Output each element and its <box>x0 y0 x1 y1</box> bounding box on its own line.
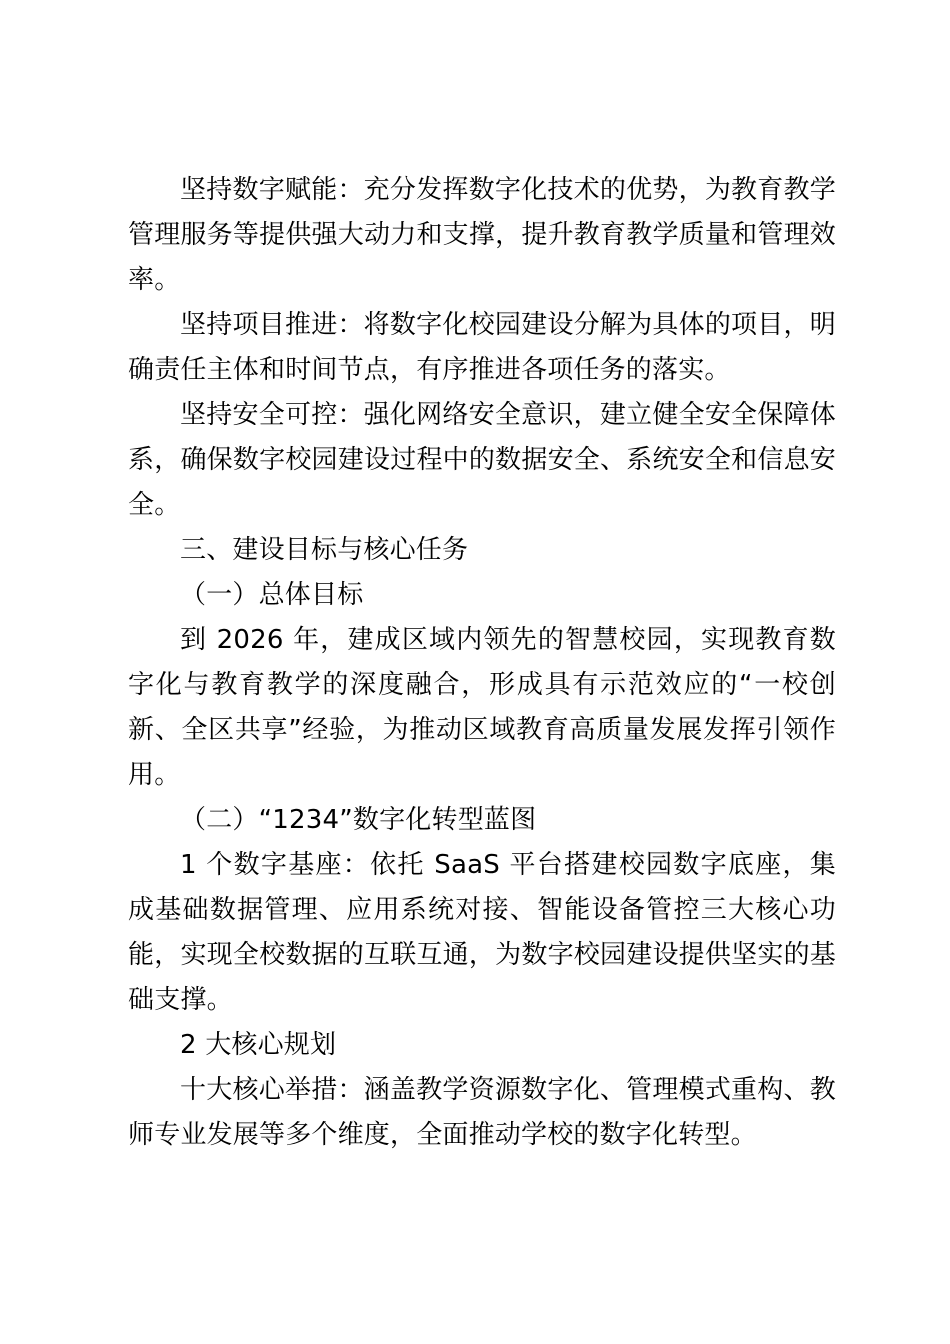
paragraph-core-plans: 2 大核心规划 <box>180 1030 337 1060</box>
paragraph-security-control: 坚持安全可控：强化网络安全意识，建立健全安全保障体系，确保数字校园建设过程中的数据安全、系统安全和信息安全。 <box>128 400 836 520</box>
section-heading-goals-tasks: 三、建设目标与核心任务 <box>180 535 469 565</box>
subsection-heading-blueprint: （二）“1234”数字化转型蓝图 <box>180 805 537 835</box>
subsection-heading-overall-goal: （一）总体目标 <box>180 580 364 610</box>
paragraph-digital-foundation: 1 个数字基座：依托 SaaS 平台搭建校园数字底座，集成基础数据管理、应用系统对接、智能设备管控三大核心功能，实现全校数据的互联互通，为数字校园建设提供坚实的基础支撑。 <box>128 850 836 1015</box>
document-body <box>128 168 836 1158</box>
paragraph-overall-goal: 到 2026 年，建成区域内领先的智慧校园，实现教育数字化与教育教学的深度融合，形成具有示范效应的“一校创新、全区共享”经验，为推动区域教育高质量发展发挥引领作用。 <box>128 625 836 790</box>
paragraph-digital-empowerment: 坚持数字赋能：充分发挥数字化技术的优势，为教育教学管理服务等提供强大动力和支撑，提升教育教学质量和管理效率。 <box>128 175 836 295</box>
paragraph-project-promotion: 坚持项目推进：将数字化校园建设分解为具体的项目，明确责任主体和时间节点，有序推进各项任务的落实。 <box>128 310 836 385</box>
paragraph-core-measures: 十大核心举措：涵盖教学资源数字化、管理模式重构、教师专业发展等多个维度，全面推动学校的数字化转型。 <box>128 1075 836 1150</box>
